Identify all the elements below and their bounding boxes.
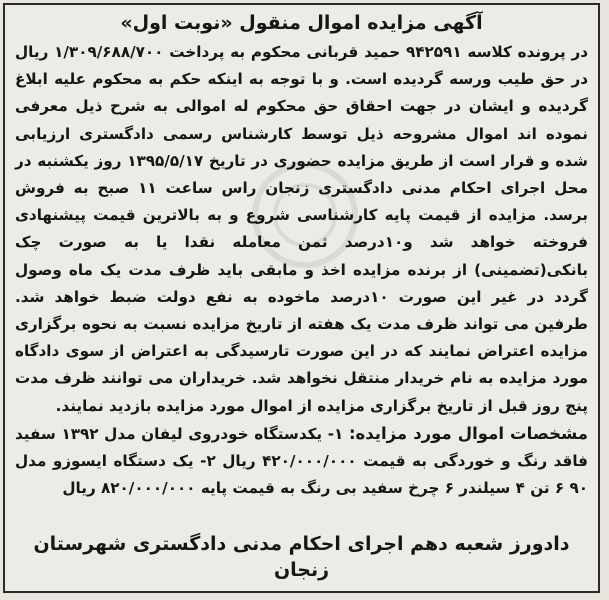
- auction-notice: [3, 3, 600, 593]
- notice-body: در پرونده کلاسه ۹۴۲۵۹۱ حمید قربانی محکوم به پرداخت ۱/۳۰۹/۶۸۸/۷۰۰ ریال در حق طیب ورسه گردیده است. و با توجه به اینکه حکم به محکوم علیه ابلاغ گردیده و ایشان در جهت احقاق حق محکوم له اموالی به شرح ذیل معرفی نموده اند اموال مشروحه ذیل توسط کارشناس رسمی دادگستری ارزیابی شده و قرار است از طریق مزایده حضوری در تاریخ ۱۳۹۵/۵/۱۷ روز یکشنبه در محل اجرای احکام مدنی دادگستری زنجان راس ساعت ۱۱ صبح به فروش برسد. مزایده از قیمت پایه کارشناسی شروع و به بالاترین قیمت پیشنهادی فروخته خواهد شد و۱۰درصد ثمن معامله نقدا یا به صورت چک بانکی(تضمینی) از برنده مزایده اخذ و مابقی باید ظرف مدت یک ماه وصول گردد در غیر این صورت ۱۰درصد ماخوده به نفع دولت ضبط خواهد شد. طرفین می تواند ظرف مدت یک هفته از تاریخ مزایده نسبت به نحوه برگزاری مزایده اعتراض نمایند که در این صورت تارسیدگی به اعتراض از سوی دادگاه مورد مزایده به نام خریدار منتقل نخواهد شد. خریداران می توانند ظرف مدت پنج روز قبل از تاریخ برگزاری مزایده از اموال مورد مزایده بازدید نمایند.: [15, 43, 588, 415]
- specs-heading: مشخصات اموال مورد مزایده:: [348, 423, 588, 443]
- notice-title: آگهی مزایده اموال منقول «نوبت اول»: [120, 12, 483, 34]
- property-specs: [5, 420, 598, 503]
- signature-line: دادورز شعبه دهم اجرای احکام مدنی دادگستری شهرستان زنجان: [33, 533, 570, 581]
- specs-text: ۱- یکدستگاه خودروی لیفان مدل ۱۳۹۲ سفید فاقد رنگ و خوردگی به قیمت ۴۲۰/۰۰۰/۰۰۰ ریال ۲- یک دستگاه ایسوزو مدل ۹۰ ۶ تن ۴ سیلندر ۶ چرخ سفید بی رنگ به قیمت پایه ۸۲۰/۰۰۰/۰۰۰ ریال: [15, 424, 589, 498]
